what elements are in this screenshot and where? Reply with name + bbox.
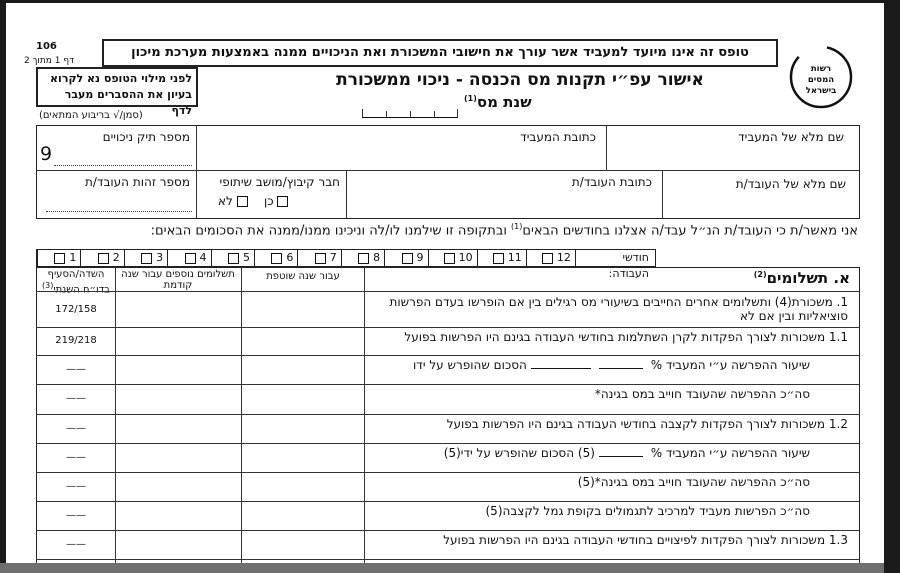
deductions-file-input[interactable]	[54, 153, 192, 166]
month-checkbox[interactable]	[402, 253, 413, 264]
month-label: 11	[507, 251, 522, 264]
tax-year-label: שנת מס$^{(1)}$	[464, 93, 532, 111]
month-checkbox[interactable]	[493, 253, 504, 264]
month-5[interactable]	[211, 250, 254, 266]
col-current-header: עבור שנה שוטפת	[266, 271, 340, 282]
table-row: 1.1 משכורות לצורך הפקדות לקרן השתלמות בחודשי העבודה בגינם היו הפרשות בפועל	[404, 330, 848, 344]
month-8[interactable]	[341, 250, 384, 266]
page-indicator: דף 1 מתוך 2	[24, 56, 75, 66]
month-label: 9	[416, 251, 424, 264]
col-prior-header: תשלומים נוספים עבור שנה קודמת	[121, 269, 235, 291]
month-checkbox[interactable]	[315, 253, 326, 264]
field-code: ——	[66, 393, 86, 404]
month-label: 1	[69, 251, 77, 264]
kibbutz-yes-checkbox[interactable]	[277, 196, 288, 207]
field-code: ——	[66, 422, 86, 434]
form-page	[6, 3, 884, 573]
form-number: 106	[36, 41, 57, 52]
month-label: 10	[458, 251, 473, 264]
svg-text:בישראל: בישראל	[805, 86, 837, 96]
table-row: סה״כ ההפרשה שהעובד חוייב במס בגינה*(5)	[577, 475, 810, 489]
month-3[interactable]	[124, 250, 167, 266]
form-title: אישור עפ״י תקנות מס הכנסה - ניכוי ממשכורת	[336, 70, 704, 90]
banner-text: טופס זה אינו מיועד למעביד אשר עורך את חישובי המשכורת ואת הניכויים ממנה באמצעות מערכת מיכון	[131, 45, 749, 60]
row-divider	[36, 501, 859, 502]
month-12[interactable]	[526, 250, 575, 266]
month-checkbox[interactable]	[358, 253, 369, 264]
row-divider	[36, 443, 859, 444]
instructions-note-text: לפני מילוי הטופס נא לקרוא בעיון את ההסברים מעבר לדף	[50, 72, 192, 117]
field-code: ——	[66, 363, 86, 375]
month-label: 7	[329, 251, 337, 264]
table-row: סה״כ ההפרשה שהעובד חוייב במס בגינה*	[594, 387, 810, 401]
employee-id-input[interactable]	[46, 199, 192, 212]
row-divider	[36, 355, 859, 356]
tax-year-input[interactable]	[362, 103, 458, 118]
svg-text:רשות: רשות	[810, 64, 832, 74]
month-10[interactable]	[428, 250, 477, 266]
month-4[interactable]	[167, 250, 210, 266]
banner-box	[102, 39, 778, 67]
month-label: 2	[112, 251, 120, 264]
month-checkbox[interactable]	[185, 253, 196, 264]
employee-name-field[interactable]: שם מלא של העובד/ת	[735, 177, 846, 191]
month-label: 5	[242, 251, 250, 264]
month-label: 3	[156, 251, 164, 264]
table-row: סה״כ הפרשות מעביד למרכיב לתגמולים בקופת גמל לקצבה(5)	[485, 504, 810, 518]
month-6[interactable]	[254, 250, 297, 266]
month-checkbox[interactable]	[228, 253, 239, 264]
months-label: חודשי העבודה:	[575, 250, 655, 266]
month-2[interactable]	[80, 250, 123, 266]
table-row: 1.2 משכורות לצורך הפקדות לקצבה בחודשי העבודה בגינם היו הפרשות בפועל	[446, 417, 848, 431]
month-label: 4	[199, 251, 207, 264]
month-11[interactable]	[477, 250, 526, 266]
field-code: 219/218	[55, 335, 97, 346]
month-checkbox[interactable]	[141, 253, 152, 264]
deductions-file-prefix: 9	[40, 143, 53, 165]
month-checkbox[interactable]	[98, 253, 109, 264]
month-label: 8	[373, 251, 381, 264]
employer-address-field[interactable]: כתובת המעביד	[520, 130, 596, 144]
month-1[interactable]	[37, 250, 80, 266]
field-code: ——	[66, 509, 86, 521]
employer-name-field[interactable]: שם מלא של המעביד	[738, 130, 844, 144]
kibbutz-label: חבר קיבוץ/מושב שיתופי	[219, 175, 340, 189]
month-checkbox[interactable]	[444, 253, 455, 264]
row-divider	[36, 472, 859, 473]
field-code: ——	[66, 451, 86, 463]
declaration-text: אני מאשר/ת כי העובד/ת הנ״ל עבד/ה אצלנו בחודשים הבאים$^{(1)}$ ובתקופה זו שילמנו לו/לה וניכינו ממנו/ממנה את הסכומים הבאים:	[150, 222, 858, 239]
svg-text:המסים: המסים	[807, 75, 835, 85]
table-row: שיעור ההפרשה ע״י המעביד % הסכום שהופרש על ידו	[413, 358, 810, 372]
bottom-strip	[0, 563, 884, 573]
month-checkbox[interactable]	[542, 253, 553, 264]
row-divider	[36, 530, 859, 531]
month-label: 6	[286, 251, 294, 264]
table-row: 1. משכורת(4) ותשלומים אחרים החייבים בשיעורי מס רגילים בין אם הופרשו בעדם הפרשות סוציאליות ובין אם לא	[389, 295, 848, 323]
page-edge	[884, 0, 900, 573]
col-field-header: השדה/הסעיף בדו״ח השנתי$^{(3)}$	[42, 269, 110, 296]
tax-authority-logo	[787, 43, 855, 111]
employee-id-label: מספר זהות העובד/ת	[84, 175, 190, 189]
row-divider	[36, 327, 859, 328]
month-checkbox[interactable]	[54, 253, 65, 264]
row-divider	[36, 559, 859, 560]
field-code: ——	[66, 538, 86, 550]
month-label: 12	[556, 251, 571, 264]
kibbutz-yes[interactable]: כן	[264, 194, 288, 208]
kibbutz-no[interactable]: לא	[218, 194, 248, 208]
table-row: 1.3 משכורות לצורך הפקדות לפיצויים בחודשי העבודה בגינם היו הפרשות בפועל	[443, 533, 848, 547]
field-code: 172/158	[55, 303, 97, 315]
field-code: ——	[66, 480, 86, 492]
month-7[interactable]	[297, 250, 340, 266]
month-checkbox[interactable]	[271, 253, 282, 264]
row-divider	[36, 414, 859, 415]
row-divider	[36, 384, 859, 385]
mark-instruction: (סמן/√ בריבוע המתאים)	[39, 110, 143, 121]
employee-address-field[interactable]: כתובת העובד/ת	[571, 175, 652, 189]
deductions-file-label: מספר תיק ניכויים	[102, 130, 190, 144]
table-row: שיעור ההפרשה ע״י המעביד % (5) הסכום שהופרש על ידי(5)	[443, 446, 810, 460]
month-9[interactable]	[384, 250, 427, 266]
kibbutz-no-checkbox[interactable]	[237, 196, 248, 207]
section-title: א. תשלומים$^{(2)}$	[753, 269, 850, 287]
